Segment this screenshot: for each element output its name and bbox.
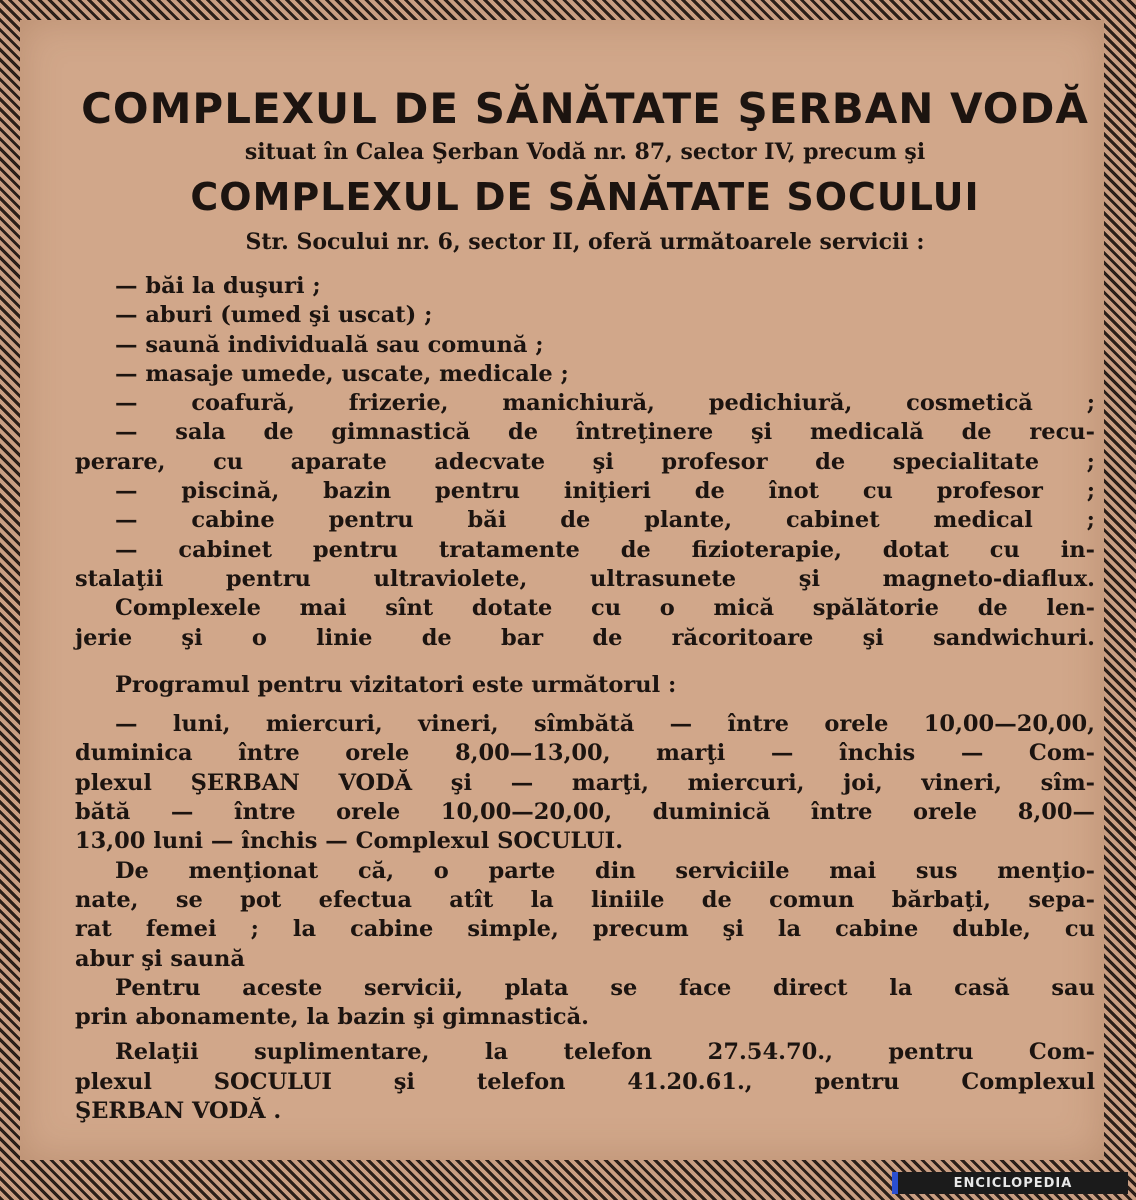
text-line: Programul pentru vizitatori este următorul : — [115, 671, 677, 698]
service-item: — aburi (umed şi uscat) ; — [115, 302, 433, 329]
text-line: Pentru aceste servicii, plata se face direct la casă sau — [115, 974, 1095, 1001]
text-line: jerie şi o linie de bar de răcoritoare şi sandwichuri. — [75, 624, 1095, 651]
text-line: — luni, miercuri, vineri, sîmbătă — între orele 10,00—20,00, — [115, 711, 1095, 738]
address-socului: Str. Socului nr. 6, sector II, oferă următoarele servicii : — [245, 229, 925, 255]
title-socului: COMPLEXUL DE SĂNĂTATE SOCULUI — [190, 175, 980, 219]
service-item: — saună individuală sau comună ; — [115, 331, 544, 358]
text-line: ŞERBAN VODĂ . — [75, 1098, 282, 1125]
services-list — [75, 272, 1095, 1126]
text-line: plexul SOCULUI şi telefon 41.20.61., pentru Complexul — [75, 1068, 1095, 1095]
service-item: — băi la duşuri ; — [115, 273, 321, 299]
text-line: — cabinet pentru tratamente de fizioterapie, dotat cu in- — [115, 536, 1095, 563]
service-item: — coafură, frizerie, manichiură, pedichiură, cosmetică ; — [115, 390, 1095, 417]
text-line: plexul ŞERBAN VODĂ şi — marţi, miercuri, joi, vineri, sîm- — [75, 769, 1095, 796]
text-line: Complexele mai sînt dotate cu o mică spălătorie de len- — [115, 595, 1095, 622]
text-line: 13,00 luni — închis — Complexul SOCULUI. — [75, 828, 624, 855]
text-line: duminica între orele 8,00—13,00, marţi — închis — Com- — [75, 740, 1095, 767]
text-line: prin abonamente, la bazin şi gimnastică. — [75, 1004, 590, 1031]
text-line: rat femei ; la cabine simple, precum şi la cabine duble, cu — [75, 916, 1095, 943]
text-line: nate, se pot efectua atît la liniile de comun bărbaţi, sepa- — [75, 886, 1095, 913]
watermark-logo: ENCICLOPEDIA — [892, 1172, 1128, 1194]
text-line: — sala de gimnastică de întreţinere şi medicală de recu- — [115, 419, 1095, 446]
address-serban-voda: situat în Calea Şerban Vodă nr. 87, sector IV, precum şi — [244, 139, 926, 165]
text-line: Relaţii suplimentare, la telefon 27.54.70., pentru Com- — [115, 1039, 1095, 1066]
service-item: — masaje umede, uscate, medicale ; — [115, 360, 569, 387]
text-line: — piscină, bazin pentru iniţieri de înot cu profesor ; — [115, 478, 1095, 505]
text-line: De menţionat că, o parte din serviciile mai sus menţio- — [115, 857, 1095, 884]
spacer — [75, 700, 1095, 710]
text-line: — cabine pentru băi de plante, cabinet medical ; — [115, 507, 1095, 534]
text-line: perare, cu aparate adecvate şi profesor de specialitate ; — [75, 448, 1095, 475]
advertisement-body — [75, 82, 1095, 1126]
text-line: bătă — între orele 10,00—20,00, duminică între orele 8,00— — [75, 799, 1095, 826]
spacer — [75, 653, 1095, 671]
advertisement-paper — [20, 20, 1104, 1160]
text-line: abur şi saună — [75, 945, 245, 972]
text-line: stalaţii pentru ultraviolete, ultrasunete şi magneto-diaflux. — [75, 565, 1095, 592]
title-serban-voda: COMPLEXUL DE SĂNĂTATE ŞERBAN VODĂ — [81, 84, 1089, 133]
